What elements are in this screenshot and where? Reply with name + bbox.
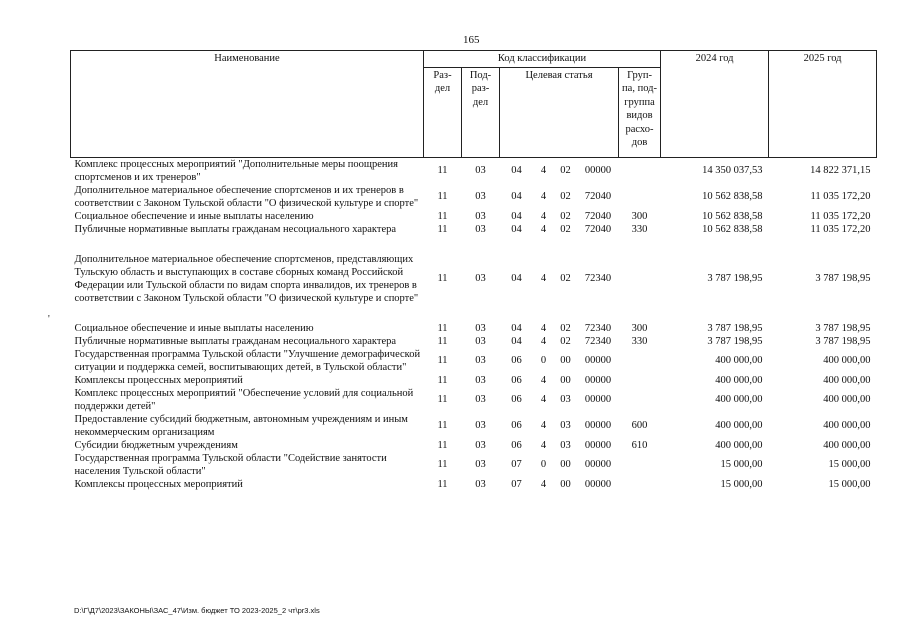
row-amount-2024: 400 000,00 <box>715 439 763 451</box>
row-direction-code: 00000 <box>584 420 612 431</box>
row-program-code: 04 <box>511 191 522 202</box>
row-subsection: 03 <box>475 223 486 235</box>
row-direction-code: 00000 <box>584 374 612 386</box>
row-direction-code: 72040 <box>584 210 612 222</box>
row-amount-2024: 10 562 838,58 <box>702 191 763 202</box>
row-name: Комплексы процессных мероприятий <box>74 374 243 386</box>
row-subsection: 03 <box>475 374 486 386</box>
row-type-code: 4 <box>540 394 547 405</box>
row-direction-code: 72040 <box>584 223 612 235</box>
footer-file-path: D:\Г\Д7\2023\ЗАКОНЫ\ЗАС_47\Изм. бюджет ТО 2023-2025_2 чт\pr3.xls <box>74 606 320 615</box>
table-row <box>71 413 877 439</box>
row-name: Дополнительное материальное обеспечение спортсменов, представляющих Тульскую область и выступающих в составе сборных команд Российской Федерации или Тульской области по видам спорта инвалидов, их тренеров в соответствии с Законом Тульской области "О физической культуре и спорте" <box>74 253 419 304</box>
table-row <box>71 374 877 387</box>
row-amount-2024: 14 350 037,53 <box>702 165 763 176</box>
row-name: Дополнительное материальное обеспечение спортсменов и их тренеров в соответствии с Законом Тульской области "О физической культуре и спорте" <box>74 184 419 209</box>
row-type-code: 4 <box>540 273 547 284</box>
row-direction-code: 00000 <box>584 459 612 470</box>
row-name: Комплекс процессных мероприятий "Дополнительные меры поощрения спортсменов и их тренеров" <box>74 158 398 183</box>
row-expense-group: 330 <box>631 223 648 235</box>
row-expense-group: 610 <box>631 439 648 451</box>
row-subprogram-code: 02 <box>560 335 571 347</box>
row-program-code: 06 <box>511 394 522 405</box>
row-section: 11 <box>437 223 448 235</box>
row-amount-2025: 11 035 172,20 <box>810 223 871 235</box>
table-row <box>71 210 877 223</box>
table-row <box>71 348 877 374</box>
header-code: Код классификации <box>424 51 661 68</box>
row-type-code: 0 <box>540 355 547 366</box>
row-name: Социальное обеспечение и иные выплаты населению <box>74 322 314 334</box>
page-number: 165 <box>463 34 480 46</box>
row-amount-2024: 400 000,00 <box>715 394 763 405</box>
row-program-code: 04 <box>511 335 522 347</box>
row-expense-group <box>619 236 661 322</box>
row-subprogram-code: 00 <box>560 459 571 470</box>
row-name: Государственная программа Тульской области "Содействие занятости населения Тульской области" <box>74 452 387 477</box>
row-section: 11 <box>437 210 448 222</box>
row-type-code: 4 <box>540 478 547 490</box>
row-amount-2025: 400 000,00 <box>823 394 871 405</box>
row-program-code: 07 <box>511 478 522 490</box>
row-amount-2024: 400 000,00 <box>715 374 763 386</box>
table-row <box>71 223 877 236</box>
row-amount-2025: 14 822 371,15 <box>810 165 871 176</box>
row-type-code: 4 <box>540 165 547 176</box>
row-type-code: 4 <box>540 322 547 334</box>
row-section: 11 <box>437 374 448 386</box>
row-section: 11 <box>437 394 448 405</box>
row-subprogram-code: 03 <box>560 439 571 451</box>
row-section: 11 <box>437 439 448 451</box>
row-name: Государственная программа Тульской области "Улучшение демографической ситуации и поддержка семей, воспитывающих детей, в Тульской области" <box>74 348 421 373</box>
row-expense-group <box>619 452 661 478</box>
row-amount-2025: 400 000,00 <box>823 374 871 386</box>
row-program-code: 04 <box>511 322 522 334</box>
row-program-code: 07 <box>511 459 522 470</box>
row-name: Публичные нормативные выплаты гражданам несоциального характера <box>74 335 397 347</box>
row-amount-2024: 3 787 198,95 <box>707 322 763 334</box>
row-direction-code: 00000 <box>584 165 612 176</box>
row-expense-group: 600 <box>631 420 648 431</box>
header-name: Наименование <box>71 51 424 158</box>
row-expense-group <box>619 184 661 210</box>
row-amount-2024: 15 000,00 <box>720 459 763 470</box>
margin-mark: ' <box>48 314 50 325</box>
row-subprogram-code: 03 <box>560 394 571 405</box>
row-amount-2025: 400 000,00 <box>823 355 871 366</box>
row-direction-code: 00000 <box>584 478 612 490</box>
row-subsection: 03 <box>475 335 486 347</box>
row-amount-2025: 400 000,00 <box>823 420 871 431</box>
row-expense-group <box>619 348 661 374</box>
row-expense-group <box>619 157 661 184</box>
row-program-code: 04 <box>511 273 522 284</box>
row-direction-code: 72340 <box>584 322 612 334</box>
row-subsection: 03 <box>475 478 486 490</box>
row-subsection: 03 <box>475 394 486 405</box>
row-direction-code: 72340 <box>584 273 612 284</box>
table-row <box>71 157 877 184</box>
table-row <box>71 452 877 478</box>
table-row <box>71 236 877 322</box>
row-amount-2025: 11 035 172,20 <box>810 191 871 202</box>
row-subprogram-code: 02 <box>560 210 571 222</box>
row-program-code: 06 <box>511 420 522 431</box>
table-row <box>71 322 877 335</box>
row-amount-2025: 3 787 198,95 <box>815 335 871 347</box>
row-direction-code: 00000 <box>584 355 612 366</box>
row-subsection: 03 <box>475 459 486 470</box>
row-expense-group <box>619 374 661 387</box>
row-amount-2025: 3 787 198,95 <box>815 322 871 334</box>
row-subprogram-code: 02 <box>560 273 571 284</box>
row-subsection: 03 <box>475 439 486 451</box>
row-amount-2024: 3 787 198,95 <box>707 273 763 284</box>
row-type-code: 4 <box>540 439 547 451</box>
row-type-code: 4 <box>540 335 547 347</box>
header-expense-group: Груп- па, под- группа видов расхо- дов <box>619 67 661 157</box>
row-subsection: 03 <box>475 210 486 222</box>
row-amount-2024: 15 000,00 <box>720 478 763 490</box>
row-name: Комплекс процессных мероприятий "Обеспечение условий для социальной поддержки детей" <box>74 387 414 412</box>
row-amount-2024: 10 562 838,58 <box>702 223 763 235</box>
row-direction-code: 00000 <box>584 439 612 451</box>
row-section: 11 <box>437 191 448 202</box>
row-subsection: 03 <box>475 165 486 176</box>
row-expense-group: 330 <box>631 335 648 347</box>
row-section: 11 <box>437 165 448 176</box>
row-name: Предоставление субсидий бюджетным, автономным учреждениям и иным некоммерческим организациям <box>74 413 408 438</box>
row-program-code: 04 <box>511 223 522 235</box>
row-amount-2025: 11 035 172,20 <box>810 210 871 222</box>
table-row <box>71 184 877 210</box>
row-subprogram-code: 03 <box>560 420 571 431</box>
row-expense-group: 300 <box>631 322 648 334</box>
row-section: 11 <box>437 459 448 470</box>
row-expense-group <box>619 387 661 413</box>
row-subsection: 03 <box>475 191 486 202</box>
row-subprogram-code: 02 <box>560 165 571 176</box>
table-row <box>71 387 877 413</box>
header-target-article: Целевая статья <box>500 67 619 157</box>
row-amount-2024: 3 787 198,95 <box>707 335 763 347</box>
row-subprogram-code: 00 <box>560 355 571 366</box>
row-section: 11 <box>437 273 448 284</box>
table-row <box>71 439 877 452</box>
row-direction-code: 00000 <box>584 394 612 405</box>
row-program-code: 04 <box>511 210 522 222</box>
row-program-code: 06 <box>511 439 522 451</box>
row-section: 11 <box>437 355 448 366</box>
row-name: Субсидии бюджетным учреждениям <box>74 439 238 451</box>
row-name: Комплексы процессных мероприятий <box>74 478 243 490</box>
table-row <box>71 478 877 491</box>
row-amount-2024: 400 000,00 <box>715 355 763 366</box>
row-amount-2024: 10 562 838,58 <box>702 210 763 222</box>
row-name: Социальное обеспечение и иные выплаты населению <box>74 210 314 222</box>
row-type-code: 4 <box>540 223 547 235</box>
header-subsection: Под- раз- дел <box>462 67 500 157</box>
header-year-2024: 2024 год <box>661 51 769 158</box>
row-direction-code: 72040 <box>584 191 612 202</box>
row-subprogram-code: 02 <box>560 191 571 202</box>
header-section: Раз- дел <box>424 67 462 157</box>
row-amount-2025: 15 000,00 <box>828 478 871 490</box>
row-type-code: 4 <box>540 420 547 431</box>
row-amount-2025: 400 000,00 <box>823 439 871 451</box>
row-type-code: 0 <box>540 459 547 470</box>
row-subsection: 03 <box>475 355 486 366</box>
row-section: 11 <box>437 322 448 334</box>
row-expense-group: 300 <box>631 210 648 222</box>
row-section: 11 <box>437 478 448 490</box>
row-subprogram-code: 00 <box>560 478 571 490</box>
row-program-code: 06 <box>511 374 522 386</box>
row-program-code: 04 <box>511 165 522 176</box>
row-type-code: 4 <box>540 374 547 386</box>
row-subprogram-code: 00 <box>560 374 571 386</box>
row-direction-code: 72340 <box>584 335 612 347</box>
table-body <box>71 157 877 491</box>
budget-table <box>70 50 877 491</box>
row-subsection: 03 <box>475 420 486 431</box>
row-section: 11 <box>437 420 448 431</box>
row-program-code: 06 <box>511 355 522 366</box>
row-amount-2024: 400 000,00 <box>715 420 763 431</box>
row-type-code: 4 <box>540 210 547 222</box>
row-type-code: 4 <box>540 191 547 202</box>
table-row <box>71 335 877 348</box>
row-expense-group <box>619 478 661 491</box>
row-amount-2025: 15 000,00 <box>828 459 871 470</box>
row-section: 11 <box>437 335 448 347</box>
row-subprogram-code: 02 <box>560 322 571 334</box>
header-year-2025: 2025 год <box>769 51 877 158</box>
row-name: Публичные нормативные выплаты гражданам несоциального характера <box>74 223 397 235</box>
row-subprogram-code: 02 <box>560 223 571 235</box>
row-subsection: 03 <box>475 273 486 284</box>
row-amount-2025: 3 787 198,95 <box>815 273 871 284</box>
row-subsection: 03 <box>475 322 486 334</box>
